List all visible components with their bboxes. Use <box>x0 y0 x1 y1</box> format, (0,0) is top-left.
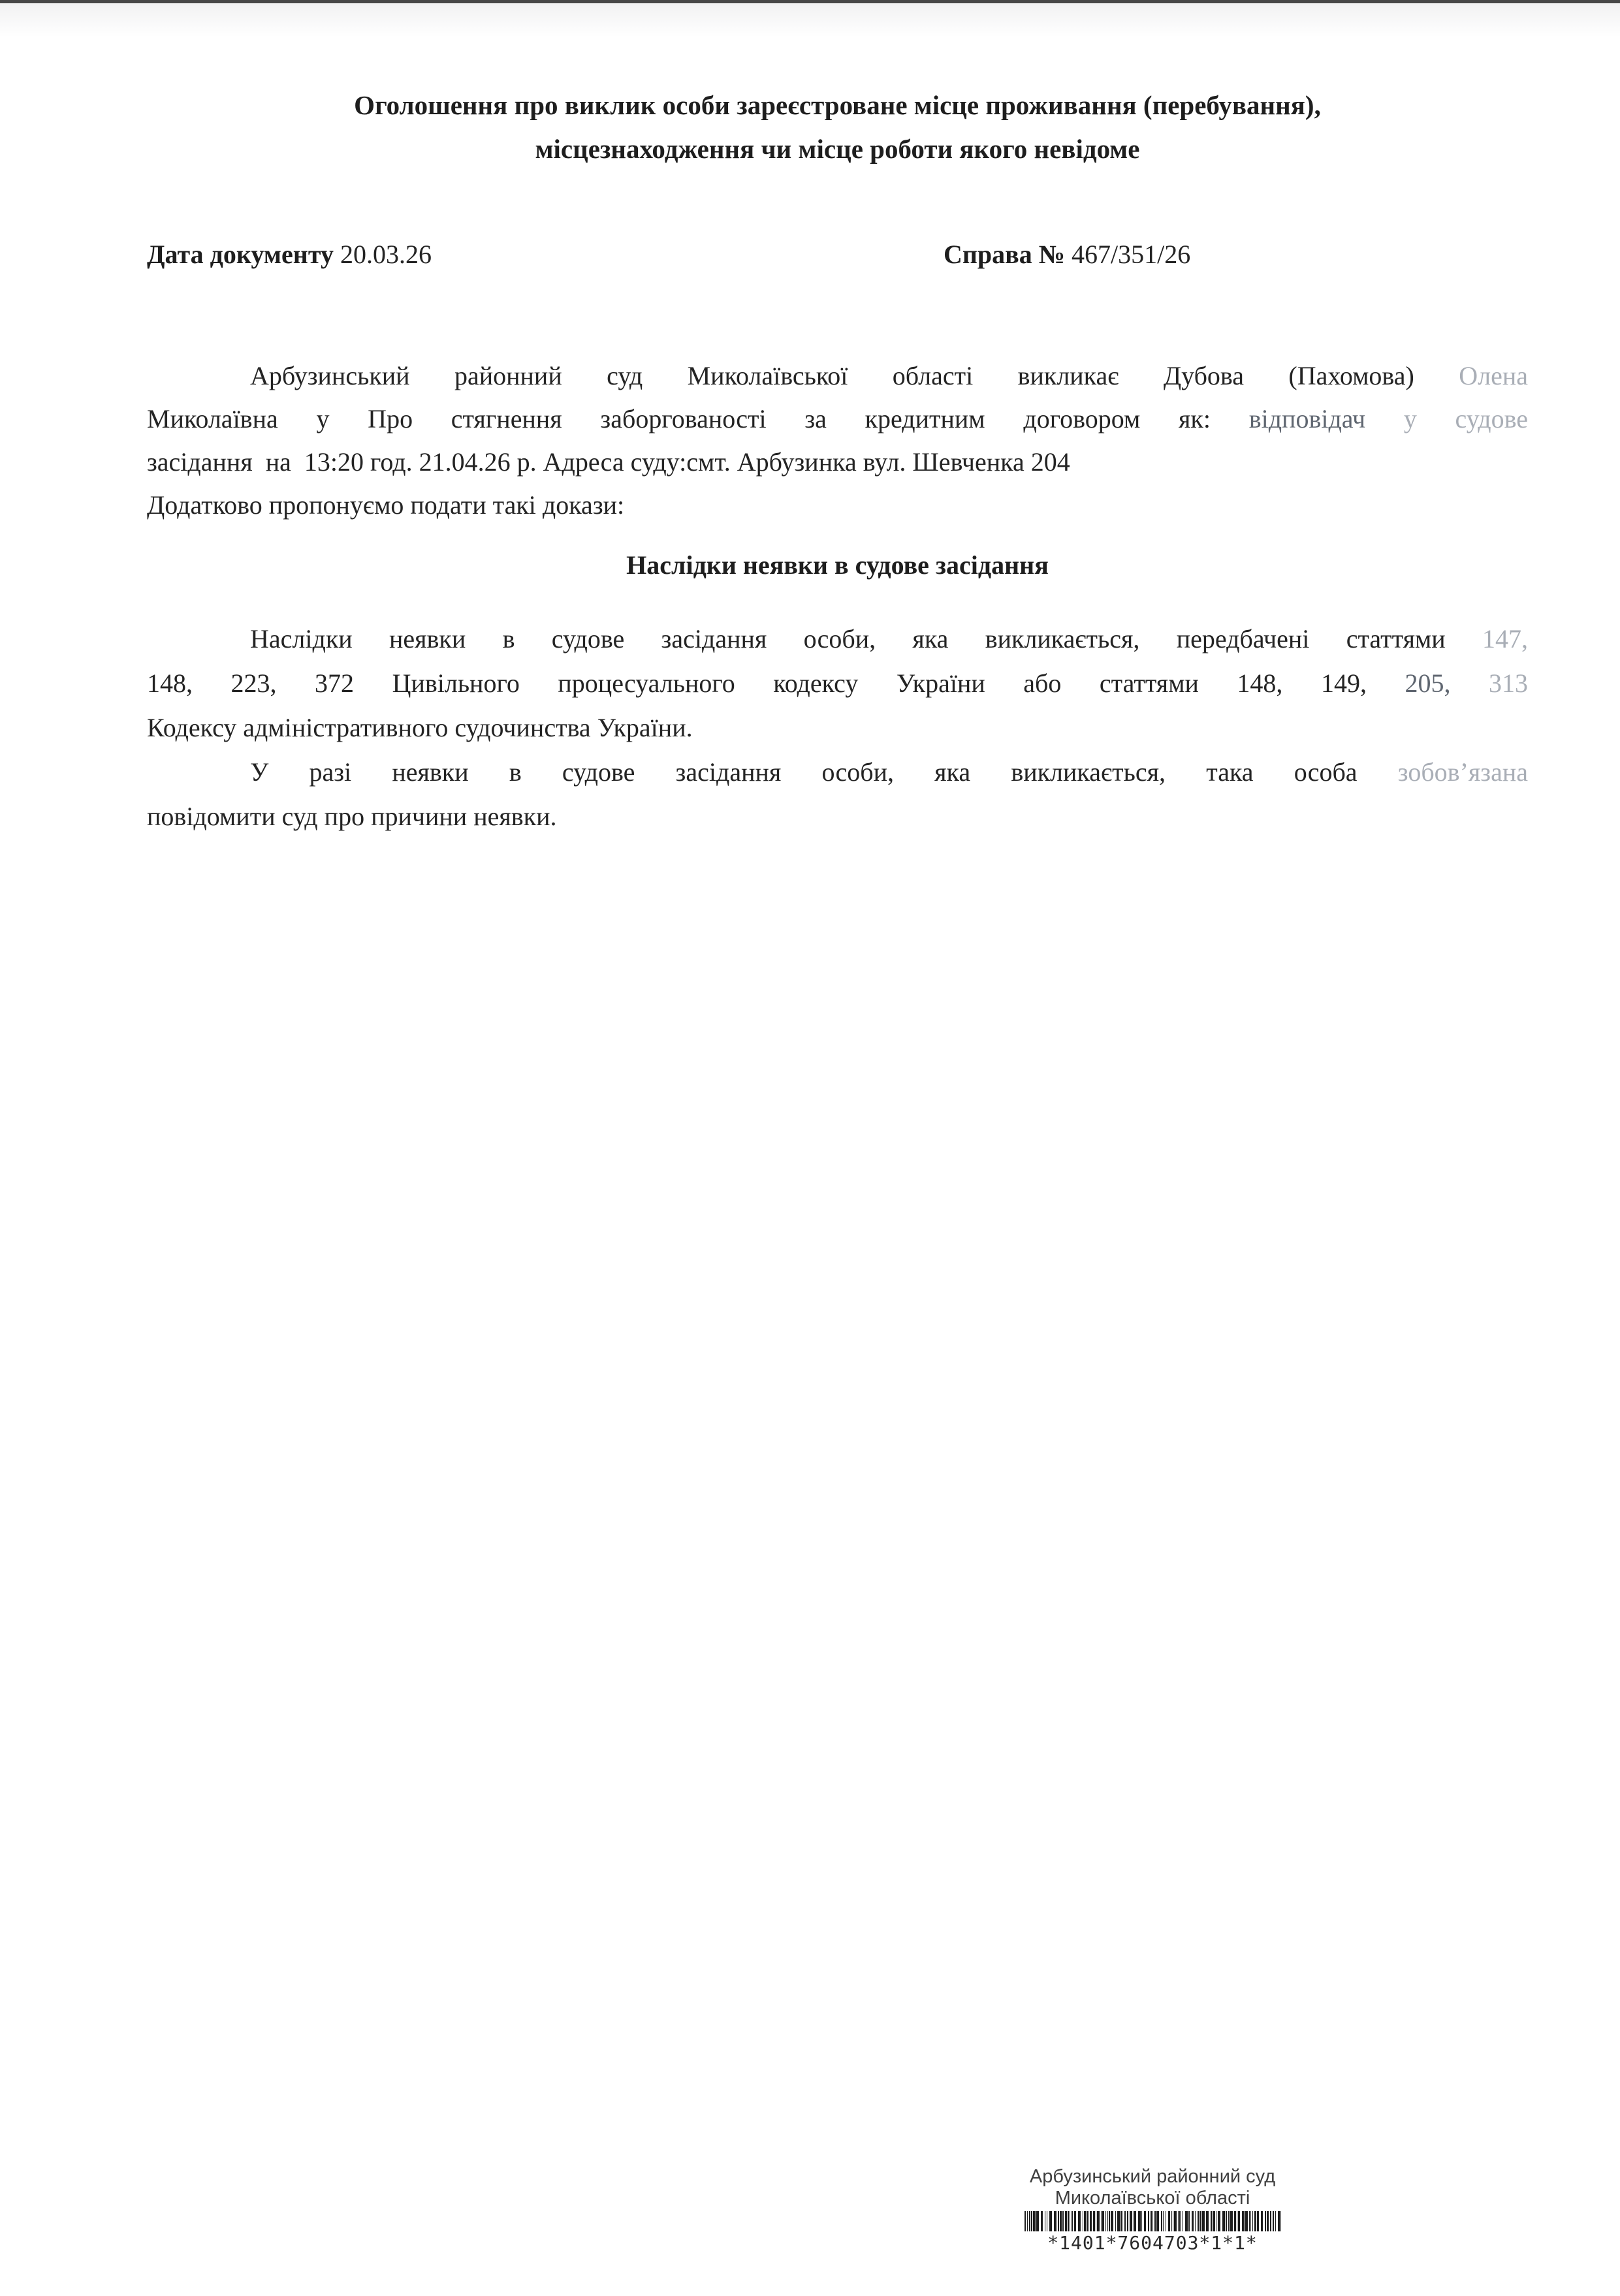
paragraph-consequences-line3: Кодексу адміністративного судочинства України. <box>147 713 693 742</box>
paragraph-summons-line2 <box>147 398 1528 441</box>
text-segment: 148, 223, 372 Цивільного процесуального кодексу України або статтями 148, 149, <box>147 668 1367 698</box>
text-segment-faded: 313 <box>1489 668 1529 698</box>
document-title <box>147 84 1528 171</box>
text-segment: Арбузинський районний суд Миколаївської області викликає Дубова (Пахомова) <box>250 361 1414 390</box>
date-group <box>147 240 432 269</box>
footer-court-name: Арбузинський районний суд <box>1029 2166 1276 2187</box>
paragraph-summons <box>147 354 1528 527</box>
paragraph-consequences <box>147 617 1528 839</box>
text-segment-faded: зобов’язана <box>1397 757 1529 787</box>
paragraph-consequences-line4 <box>147 750 1528 794</box>
document-title-line2: місцезнаходження чи місце роботи якого невідоме <box>535 134 1140 164</box>
case-group <box>944 239 1190 270</box>
text-segment: Наслідки неявки в судове засідання особи, яка викликається, передбачені статтями <box>250 624 1446 653</box>
footer-court-block <box>1022 2166 1283 2254</box>
paragraph-consequences-line2 <box>147 661 1528 706</box>
paragraph-summons-line3: засідання на 13:20 год. 21.04.26 р. Адреса суду:смт. Арбузинка вул. Шевченка 204 <box>147 447 1070 477</box>
text-segment-faded: 147, <box>1482 624 1528 653</box>
text-segment-faded: у судове <box>1403 404 1529 433</box>
paragraph-consequences-line1 <box>147 617 1528 661</box>
paragraph-summons-line4: Додатково пропонуємо подати такі докази: <box>147 490 625 520</box>
paragraph-consequences-line5: повідомити суд про причини неявки. <box>147 802 557 831</box>
meta-row <box>147 239 1528 272</box>
barcode-text: *1401*7604703*1*1* <box>1047 2232 1258 2254</box>
footer-court-region: Миколаївської області <box>1055 2188 1250 2209</box>
text-segment: У разі неявки в судове засідання особи, яка викликається, така особа <box>250 757 1358 787</box>
date-label: Дата документу <box>147 240 334 269</box>
paragraph-summons-line1 <box>147 354 1528 398</box>
case-number-label: Справа № <box>944 240 1065 269</box>
text-segment-faded: Олена <box>1459 361 1528 390</box>
section-heading: Наслідки неявки в судове засідання <box>626 550 1049 580</box>
document-title-line1: Оголошення про виклик особи зареєстроване місце проживання (перебування), <box>354 90 1321 120</box>
case-number-value: 467/351/26 <box>1071 240 1191 269</box>
scanner-shadow-artifact <box>0 3 1620 37</box>
text-segment-faded: відповідач <box>1248 404 1366 433</box>
barcode <box>1024 2211 1281 2231</box>
text-segment-faded: 205, <box>1405 668 1451 698</box>
text-segment: Миколаївна у Про стягнення заборгованості за кредитним договором як: <box>147 404 1211 433</box>
date-value: 20.03.26 <box>340 240 432 269</box>
